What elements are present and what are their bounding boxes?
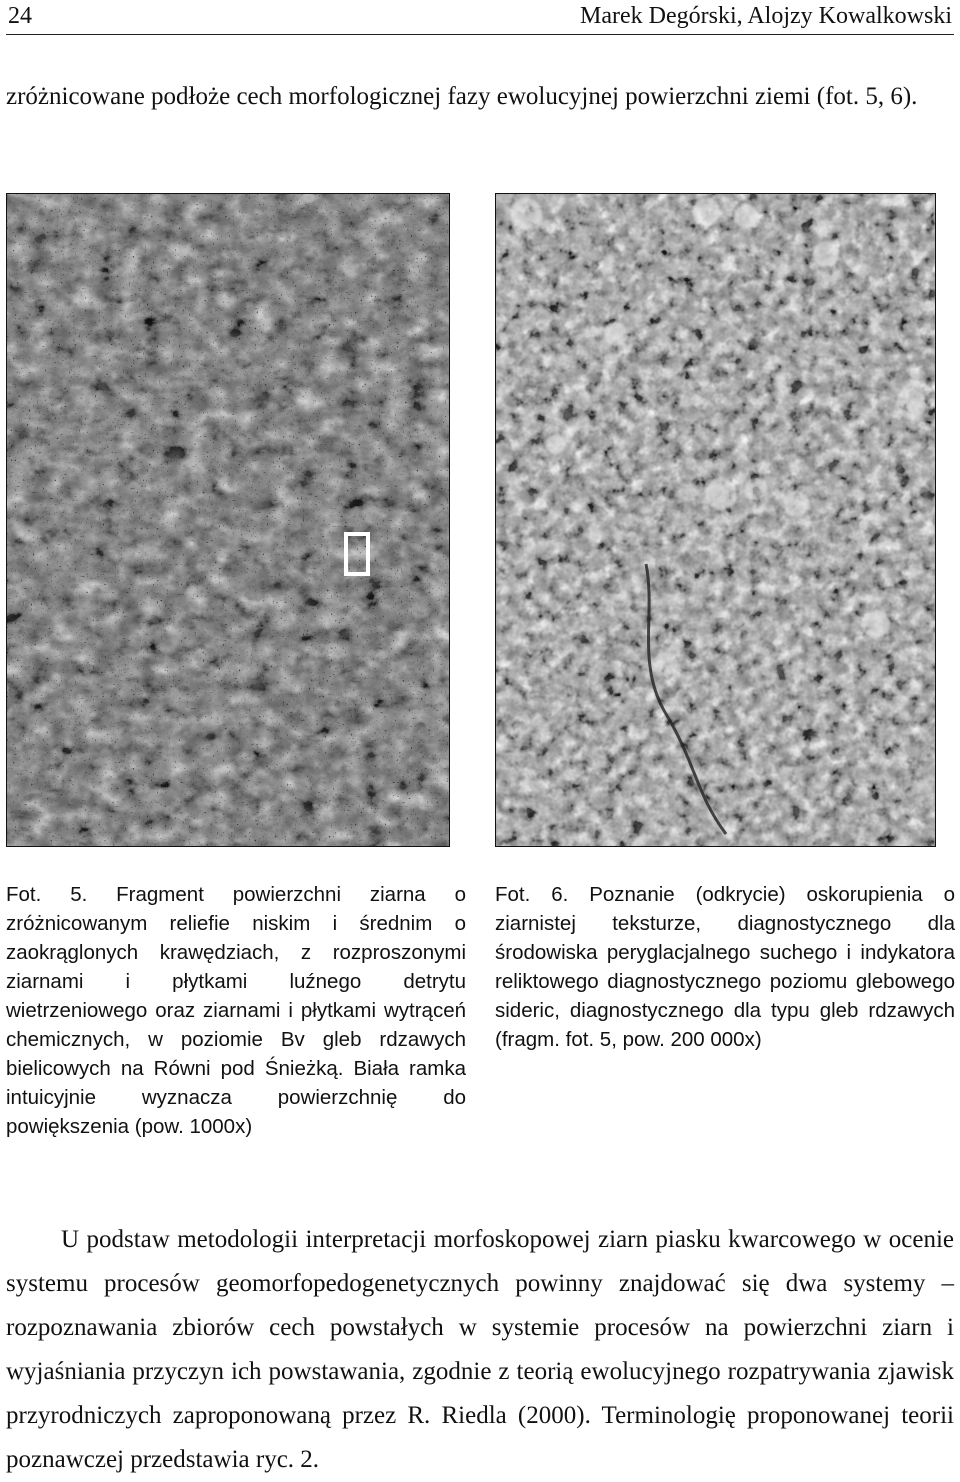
- sem-photo-coating-texture: [495, 193, 936, 847]
- figure-caption-6: Fot. 6. Poznanie (odkrycie) oskorupienia o ziarnistej teksturze, diagnostycznego dla środowiska peryglacjalnego suchego i indykatora reliktowego diagnostycznego poziomu glebowego sideric, diagnostycznego dla typu gleb rdzawych (fragm. fot. 5, pow. 200 000x): [495, 883, 955, 1051]
- running-head-authors: Marek Degórski, Alojzy Kowalkowski: [580, 3, 952, 29]
- sem-photo-grain-surface: [6, 193, 450, 847]
- sem-photo-coating-texture-image: [496, 194, 935, 846]
- intro-paragraph: zróżnicowane podłoże cech morfologicznej fazy ewolucyjnej powierzchni ziemi (fot. 5, 6).: [6, 83, 918, 110]
- running-header: [6, 0, 954, 35]
- page-number: 24: [8, 3, 32, 29]
- body-paragraph: U podstaw metodologii interpretacji morfoskopowej ziarn piasku kwarcowego w ocenie systemu procesów geomorfopedogenetycznych powinny znajdować się dwa systemy – rozpoznawania zbiorów cech powstałych w systemie procesów na powierzchni ziarn i wyjaśniania przyczyn ich powstawania, zgodnie z teorią ewolucyjnego rozpatrywania zjawisk przyrodniczych zaproponowaną przez R. Riedla (2000). Terminologię proponowanej teorii poznawczej przedstawia ryc. 2.: [6, 1226, 954, 1473]
- figure-caption-5: Fot. 5. Fragment powierzchni ziarna o zróżnicowanym reliefie niskim i średnim o zaokrąglonych krawędziach, z rozproszonymi ziarnami i płytkami luźnego detrytu wietrzeniowego oraz ziarnami i płytkami wytrąceń chemicznych, w poziomie Bv gleb rdzawych bielicowych na Równi pod Śnieżką. Biała ramka intuicyjnie wyznacza powierzchnię do powiększenia (pow. 1000x): [6, 883, 466, 1138]
- sem-photo-grain-surface-image: [7, 194, 449, 846]
